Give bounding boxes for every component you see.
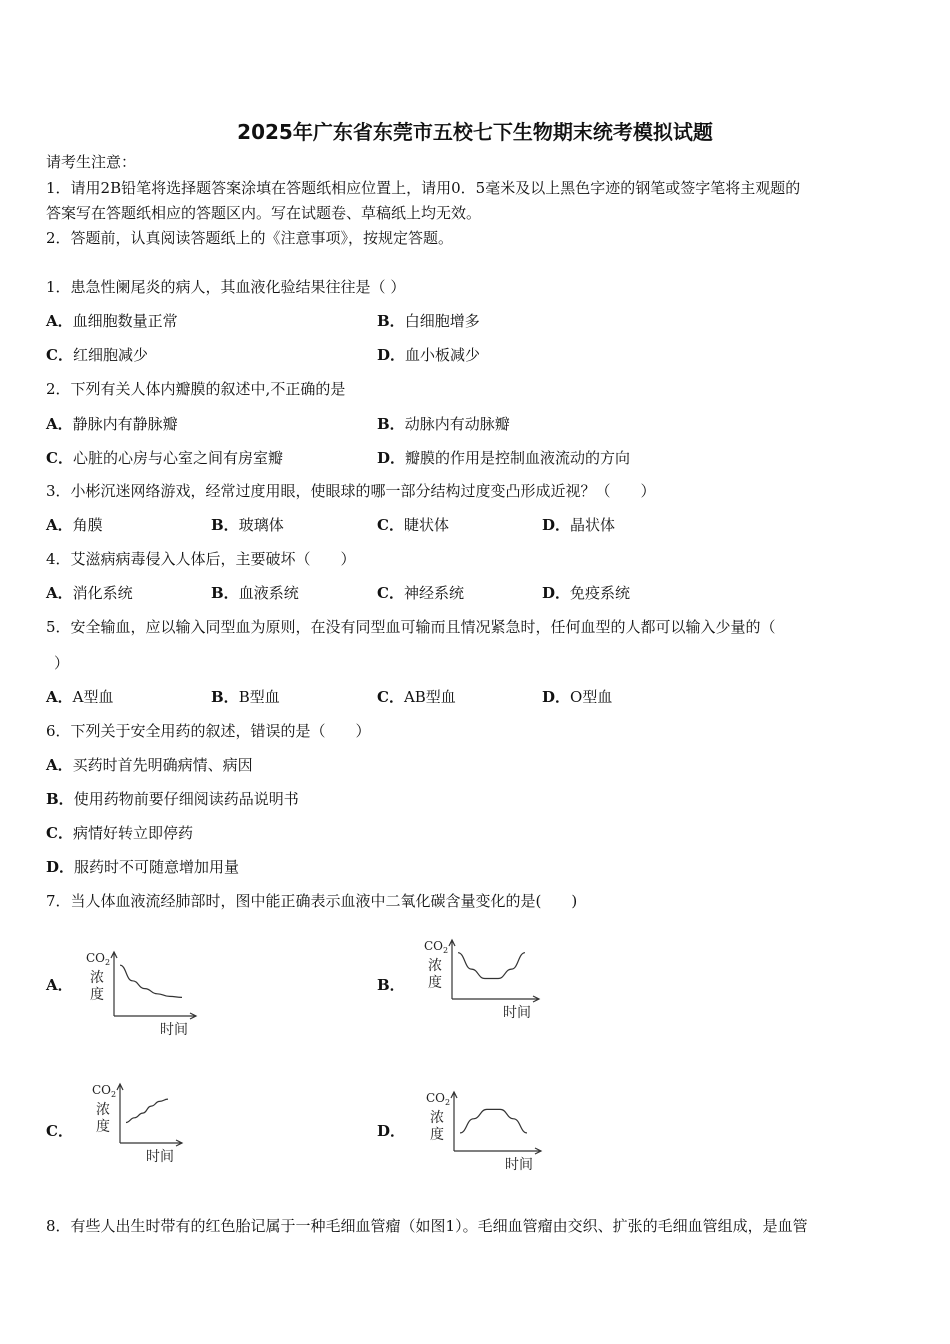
- q3-option-c: [377, 515, 449, 535]
- option-label: A．: [46, 312, 73, 330]
- x-label-time: 时间: [160, 1022, 188, 1038]
- q5-option-b: [211, 687, 280, 707]
- option-label: C．: [46, 449, 73, 467]
- co2-curve: [460, 1109, 527, 1133]
- option-label: D．: [542, 584, 571, 602]
- q2-option-c: [46, 448, 283, 468]
- option-label: B．: [46, 790, 74, 808]
- option-text: 血小板减少: [405, 346, 481, 364]
- option-label: D．: [542, 516, 571, 534]
- notice-line-1a: 1．请用2B铅笔将选择题答案涂填在答题纸相应位置上，请用0．5毫米及以上黑色字迹的钢笔或签字笔将主观题的: [46, 179, 801, 197]
- q5-option-c: [377, 687, 456, 707]
- q6-option-a: [46, 755, 253, 775]
- option-label: B．: [211, 584, 239, 602]
- option-label: D．: [377, 346, 406, 364]
- q3-option-d: [542, 515, 615, 535]
- option-text: 心脏的心房与心室之间有房室瓣: [72, 449, 283, 467]
- x-label-time: 时间: [146, 1149, 174, 1165]
- co2-curve: [458, 953, 525, 979]
- y-label-co2: $CO_2$: [424, 939, 449, 955]
- notice-line-2: 2．答题前，认真阅读答题纸上的《注意事项》，按规定答题。: [46, 229, 454, 247]
- y-label-subscript: 2: [445, 1098, 451, 1107]
- q7-option-c-label: C．: [46, 1122, 73, 1140]
- option-label: C．: [46, 346, 73, 364]
- option-label: A．: [46, 516, 73, 534]
- page-title: 2025年广东省东莞市五校七下生物期末统考模拟试题: [237, 120, 713, 144]
- option-text: 玻璃体: [238, 516, 284, 534]
- question-2-stem: 2．下列有关人体内瓣膜的叙述中,不正确的是: [46, 380, 346, 398]
- option-text: B型血: [238, 688, 280, 706]
- notice-line-1b: 答案写在答题纸相应的答题区内。写在试题卷、草稿纸上均无效。: [46, 204, 482, 222]
- y-label-nong: 浓: [90, 970, 104, 986]
- option-label: D．: [46, 858, 75, 876]
- question-4-stem: 4．艾滋病病毒侵入人体后，主要破坏（ ）: [46, 550, 356, 568]
- option-text: O型血: [570, 688, 613, 706]
- question-8-stem: 8．有些人出生时带有的红色胎记属于一种毛细血管瘤（如图1）。毛细血管瘤由交织、扩张的毛细血管组成，是血管: [46, 1217, 808, 1235]
- option-text: 血液系统: [238, 584, 299, 602]
- option-label: B．: [211, 516, 239, 534]
- q6-option-b: [46, 789, 299, 809]
- q2-option-d: [377, 448, 630, 468]
- q2-option-a: [46, 414, 178, 434]
- y-label-nong: 浓: [430, 1110, 444, 1126]
- option-text: 免疫系统: [570, 584, 631, 602]
- option-text: 红细胞减少: [72, 346, 148, 364]
- graph-option-d: [424, 1088, 549, 1173]
- x-label-time: 时间: [503, 1005, 531, 1021]
- q6-option-c: [46, 823, 193, 843]
- graph-option-b: [422, 936, 547, 1021]
- notice-heading: 请考生注意：: [46, 153, 137, 171]
- y-label-co2: $CO_2$: [426, 1091, 451, 1107]
- y-label-subscript: 2: [443, 946, 449, 955]
- q7-option-d-label: D．: [377, 1122, 406, 1140]
- q4-option-b: [211, 583, 299, 603]
- graph-option-a: [84, 948, 204, 1038]
- question-5-stem-cont: ）: [54, 654, 70, 672]
- y-label-co2: $CO_2$: [86, 951, 111, 967]
- q6-option-d: [46, 857, 239, 877]
- option-text: AB型血: [403, 688, 456, 706]
- option-text: 晶状体: [570, 516, 616, 534]
- option-text: 消化系统: [72, 584, 133, 602]
- option-text: 白细胞增多: [404, 312, 480, 330]
- question-7-stem: 7．当人体血液流经肺部时，图中能正确表示血液中二氧化碳含量变化的是( ): [46, 892, 578, 910]
- option-text: 使用药物前要仔细阅读药品说明书: [73, 790, 299, 808]
- question-6-stem: 6．下列关于安全用药的叙述，错误的是（ ）: [46, 722, 371, 740]
- y-label-subscript: 2: [111, 1090, 117, 1099]
- option-text: 服药时不可随意增加用量: [74, 858, 240, 876]
- option-text: 动脉内有动脉瓣: [404, 415, 510, 433]
- q4-option-a: [46, 583, 133, 603]
- q4-option-d: [542, 583, 630, 603]
- option-label: D．: [542, 688, 571, 706]
- y-label-du: 度: [96, 1119, 110, 1135]
- option-text: 睫状体: [403, 516, 449, 534]
- q5-option-a: [46, 687, 113, 707]
- q7-option-b-label: B．: [377, 976, 405, 994]
- q1-option-d: [377, 345, 480, 365]
- question-5-stem: 5．安全输血，应以输入同型血为原则，在没有同型血可输而且情况紧急时，任何血型的人都可以输入少量的（: [46, 618, 776, 636]
- option-text: 买药时首先明确病情、病因: [72, 756, 253, 774]
- q2-option-b: [377, 414, 510, 434]
- option-label: A．: [46, 756, 73, 774]
- q1-option-a: [46, 311, 178, 331]
- option-text: 神经系统: [403, 584, 464, 602]
- y-label-nong: 浓: [428, 958, 442, 974]
- option-label: C．: [377, 688, 404, 706]
- q1-option-b: [377, 311, 480, 331]
- option-label: A．: [46, 584, 73, 602]
- option-text: A型血: [72, 688, 114, 706]
- option-label: C．: [377, 516, 404, 534]
- question-1-stem: 1．患急性阑尾炎的病人，其血液化验结果往往是（ ）: [46, 278, 406, 296]
- option-label: B．: [377, 312, 405, 330]
- option-label: A．: [46, 415, 73, 433]
- option-label: C．: [377, 584, 404, 602]
- y-label-nong: 浓: [96, 1102, 110, 1118]
- option-text: 静脉内有静脉瓣: [72, 415, 178, 433]
- option-label: C．: [46, 824, 73, 842]
- option-label: B．: [377, 415, 405, 433]
- y-label-du: 度: [430, 1127, 444, 1143]
- co2-curve: [126, 1099, 168, 1122]
- y-label-du: 度: [90, 987, 104, 1003]
- co2-curve: [120, 965, 182, 997]
- x-label-time: 时间: [505, 1157, 533, 1173]
- option-text: 血细胞数量正常: [72, 312, 178, 330]
- q4-option-c: [377, 583, 464, 603]
- q3-option-a: [46, 515, 103, 535]
- q3-option-b: [211, 515, 284, 535]
- option-text: 病情好转立即停药: [72, 824, 193, 842]
- y-label-subscript: 2: [105, 958, 111, 967]
- option-text: 瓣膜的作用是控制血液流动的方向: [405, 449, 631, 467]
- graph-option-c: [90, 1080, 190, 1165]
- option-label: A．: [46, 688, 73, 706]
- q7-option-a-label: A．: [46, 976, 73, 994]
- q1-option-c: [46, 345, 148, 365]
- question-3-stem: 3．小彬沉迷网络游戏，经常过度用眼，使眼球的哪一部分结构过度变凸形成近视？（ ）: [46, 482, 656, 500]
- y-label-du: 度: [428, 975, 442, 991]
- option-text: 角膜: [72, 516, 103, 534]
- option-label: B．: [211, 688, 239, 706]
- option-label: D．: [377, 449, 406, 467]
- y-label-co2: $CO_2$: [92, 1083, 117, 1099]
- q5-option-d: [542, 687, 612, 707]
